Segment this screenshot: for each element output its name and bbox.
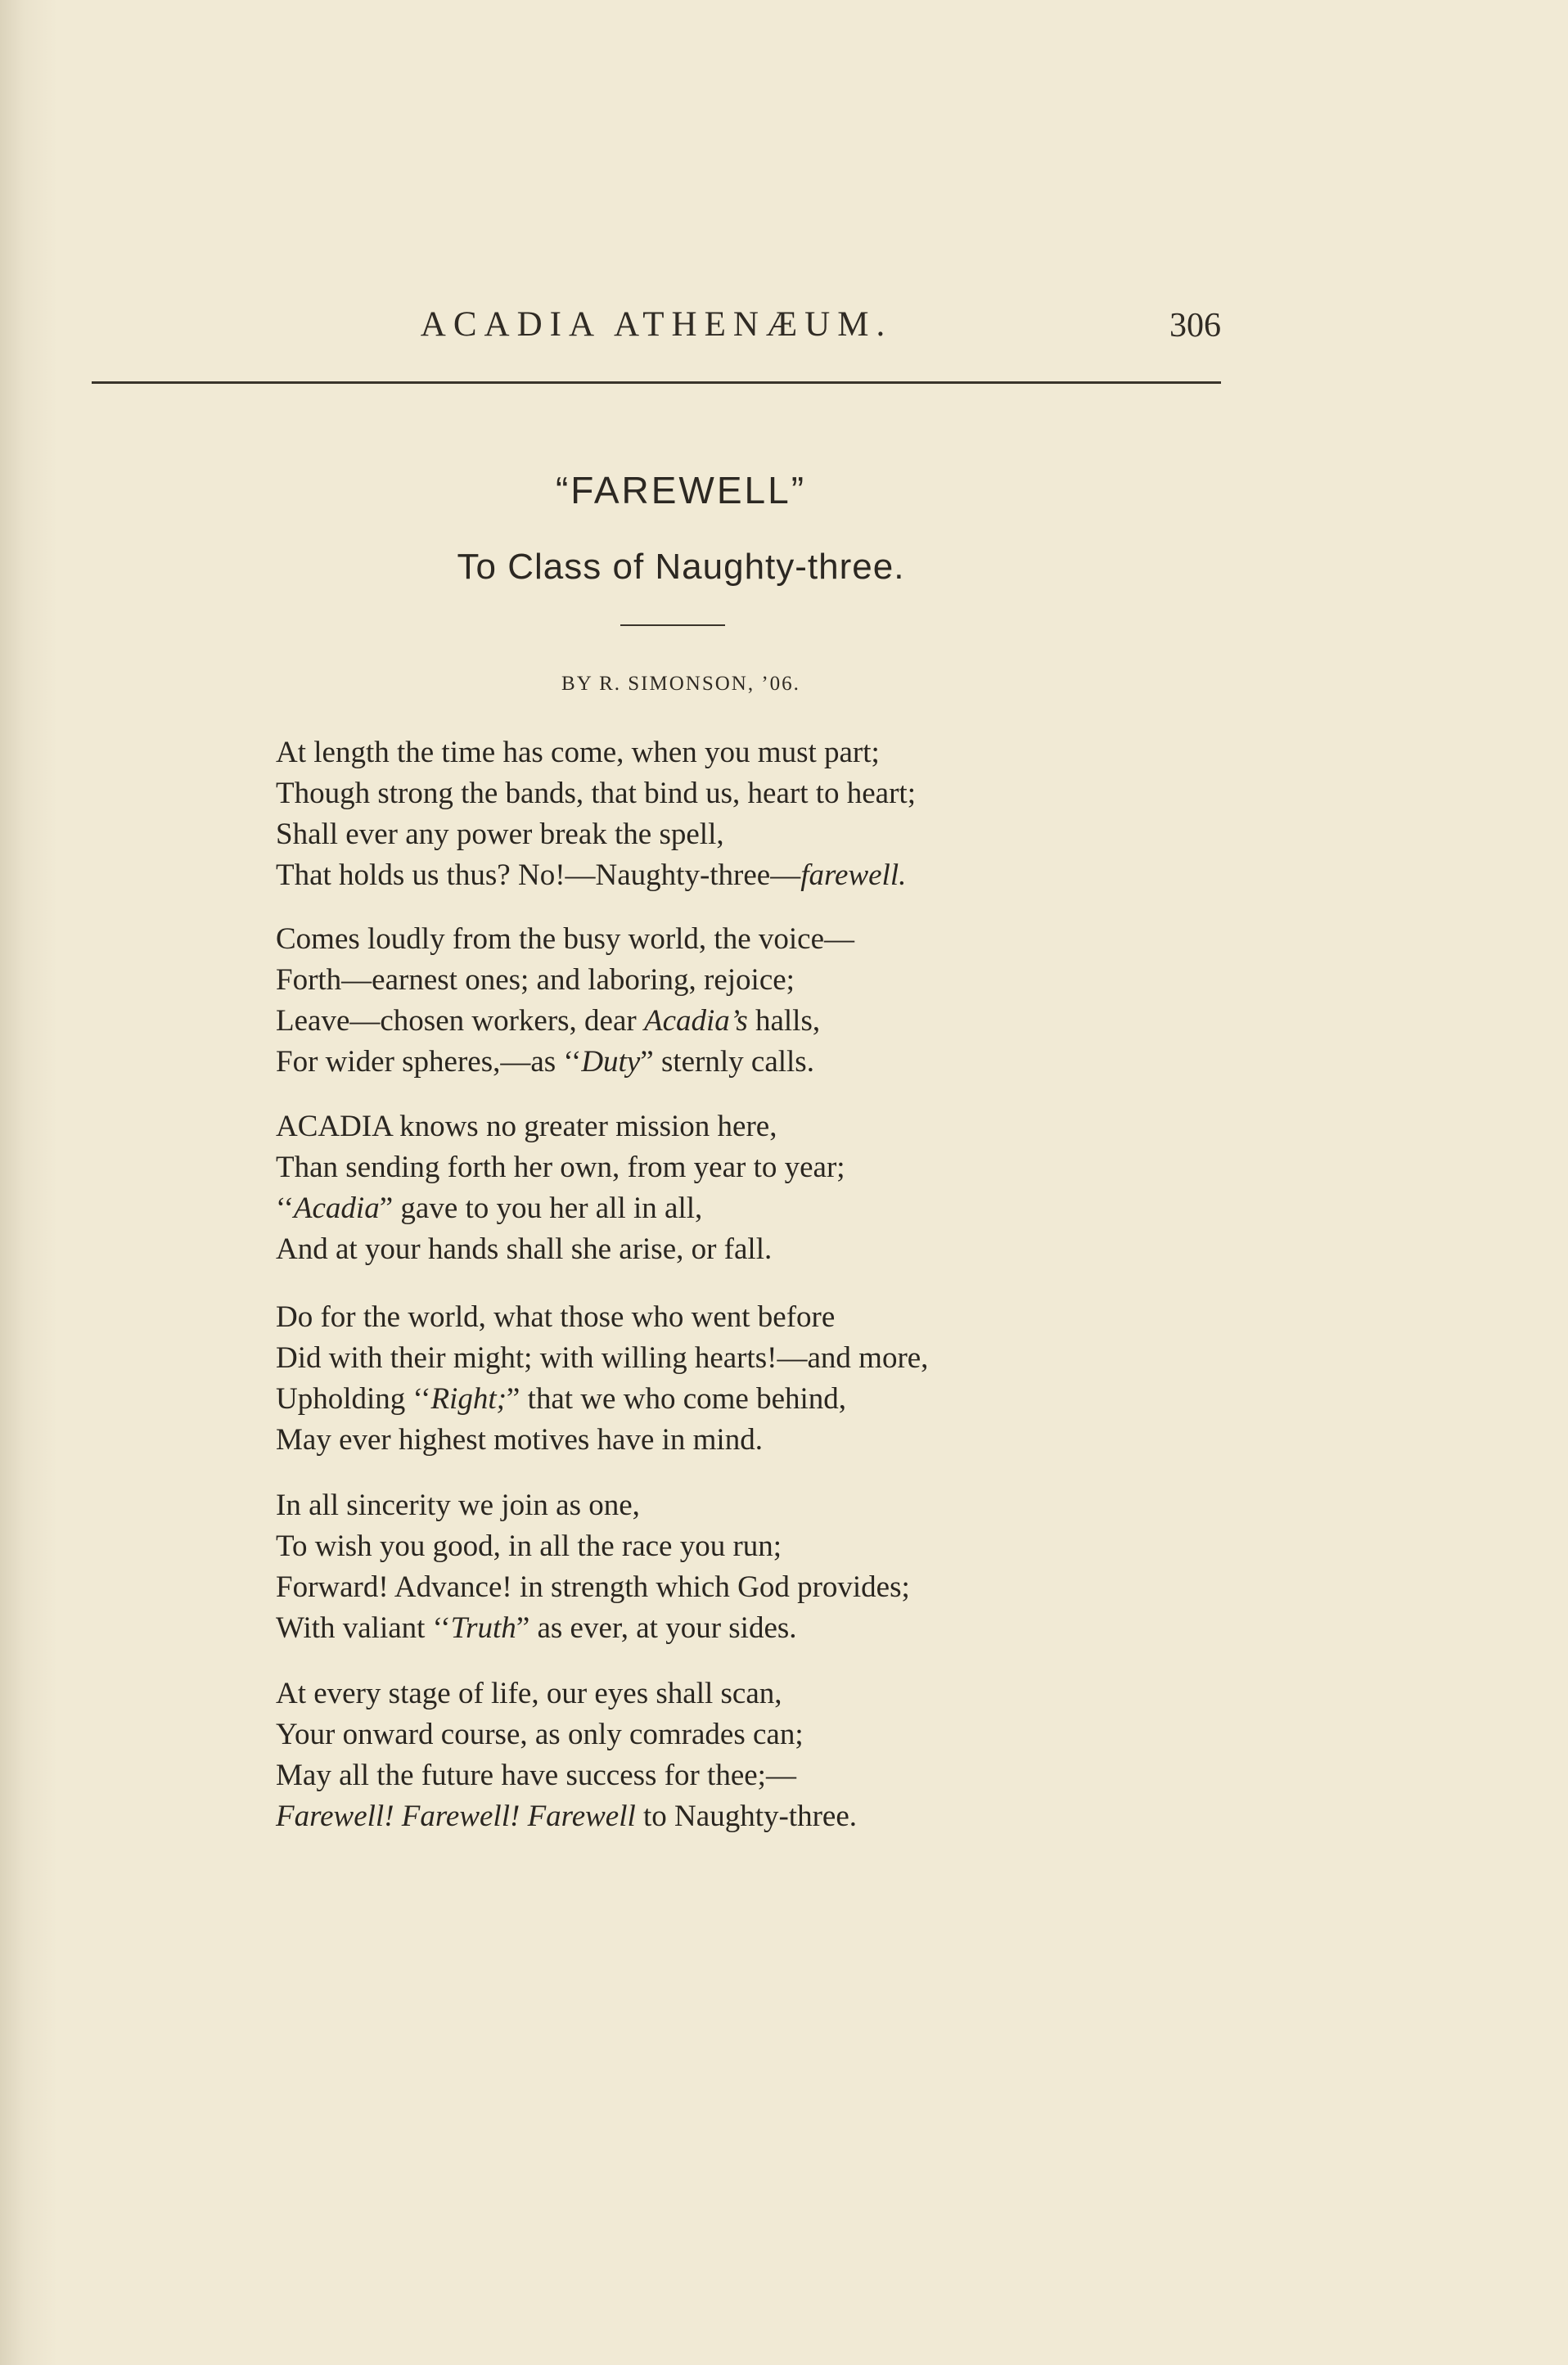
poem-line <box>276 919 1094 960</box>
poem-line <box>276 1674 1094 1714</box>
poem-line <box>276 732 1094 773</box>
line-text: Comes loudly from the busy world, the voice— <box>276 922 855 956</box>
journal-title: ACADIA ATHENÆUM. <box>420 305 893 344</box>
poem-line <box>276 1485 1094 1526</box>
italic-text: Farewell! Farewell! Farewell <box>276 1800 636 1833</box>
poem-line <box>276 773 1094 814</box>
line-text: Though strong the bands, that bind us, heart to heart; <box>276 777 916 810</box>
poem-line <box>276 1420 1094 1461</box>
stanza <box>276 1297 1094 1461</box>
poem-line <box>276 1755 1094 1796</box>
poem-line <box>276 1188 1094 1229</box>
poem-line <box>276 1042 1094 1083</box>
line-text: Leave—chosen workers, dear <box>276 1004 644 1038</box>
italic-text: farewell. <box>800 858 907 892</box>
poem-line <box>276 1714 1094 1755</box>
italic-text: Truth <box>450 1611 516 1645</box>
line-text: At every stage of life, our eyes shall scan, <box>276 1677 782 1710</box>
line-text: May ever highest motives have in mind. <box>276 1423 763 1457</box>
poem-line <box>276 1526 1094 1567</box>
line-text: Did with their might; with willing hearts!—and more, <box>276 1341 929 1375</box>
italic-text: Acadia’s <box>643 1004 748 1038</box>
line-text: to Naughty-three. <box>635 1800 858 1833</box>
italic-text: Duty <box>581 1045 641 1079</box>
stanza <box>276 919 1094 1083</box>
line-text: Forth—earnest ones; and laboring, rejoice; <box>276 963 795 997</box>
line-text: ‘‘ <box>276 1192 294 1225</box>
header-rule <box>92 381 1221 384</box>
poem-title: “FAREWELL” <box>555 469 807 511</box>
poem-line <box>276 1297 1094 1338</box>
line-text: Your onward course, as only comrades can; <box>276 1718 804 1751</box>
poem-line <box>276 1796 1094 1837</box>
poem-line <box>276 1229 1094 1270</box>
stanza <box>276 1674 1094 1837</box>
italic-text: Right; <box>430 1382 507 1416</box>
poem-line <box>276 814 1094 855</box>
line-text: ACADIA knows no greater mission here, <box>276 1110 777 1143</box>
stanza <box>276 1106 1094 1270</box>
stanza <box>276 1485 1094 1649</box>
line-text: ” as ever, at your sides. <box>516 1611 797 1645</box>
poem-line <box>276 1106 1094 1147</box>
poem-line <box>276 855 1094 896</box>
poem-subtitle: To Class of Naughty-three. <box>457 547 905 587</box>
line-text: That holds us thus? No!—Naughty-three— <box>276 858 801 892</box>
poem-line <box>276 1567 1094 1608</box>
line-text: And at your hands shall she arise, or fall. <box>276 1232 773 1266</box>
line-text: May all the future have success for thee;— <box>276 1759 796 1792</box>
poem-line <box>276 1608 1094 1649</box>
stanza <box>276 732 1094 896</box>
running-head <box>92 304 1221 362</box>
italic-text: Acadia <box>293 1192 380 1225</box>
line-text: Than sending forth her own, from year to year; <box>276 1151 845 1184</box>
line-text: Forward! Advance! in strength which God provides; <box>276 1570 910 1604</box>
line-text: Do for the world, what those who went before <box>276 1300 836 1334</box>
poem-line <box>276 960 1094 1001</box>
poem-line <box>276 1001 1094 1042</box>
line-text: To wish you good, in all the race you run; <box>276 1529 782 1563</box>
line-text: Upholding ‘‘ <box>276 1382 431 1416</box>
line-text: For wider spheres,—as ‘‘ <box>276 1045 582 1079</box>
page-number: 306 <box>1169 307 1221 345</box>
line-text: Shall ever any power break the spell, <box>276 818 724 851</box>
line-text: ” that we who come behind, <box>506 1382 847 1416</box>
author-byline: BY R. SIMONSON, ’06. <box>561 673 800 695</box>
line-text: ” sternly calls. <box>640 1045 814 1079</box>
line-text: In all sincerity we join as one, <box>276 1489 640 1522</box>
line-text: With valiant ‘‘ <box>276 1611 451 1645</box>
poem-line <box>276 1379 1094 1420</box>
title-divider <box>620 624 725 626</box>
poem-line <box>276 1147 1094 1188</box>
poem-line <box>276 1338 1094 1379</box>
line-text: At length the time has come, when you must part; <box>276 736 880 769</box>
line-text: ” gave to you her all in all, <box>379 1192 703 1225</box>
line-text: halls, <box>747 1004 821 1038</box>
